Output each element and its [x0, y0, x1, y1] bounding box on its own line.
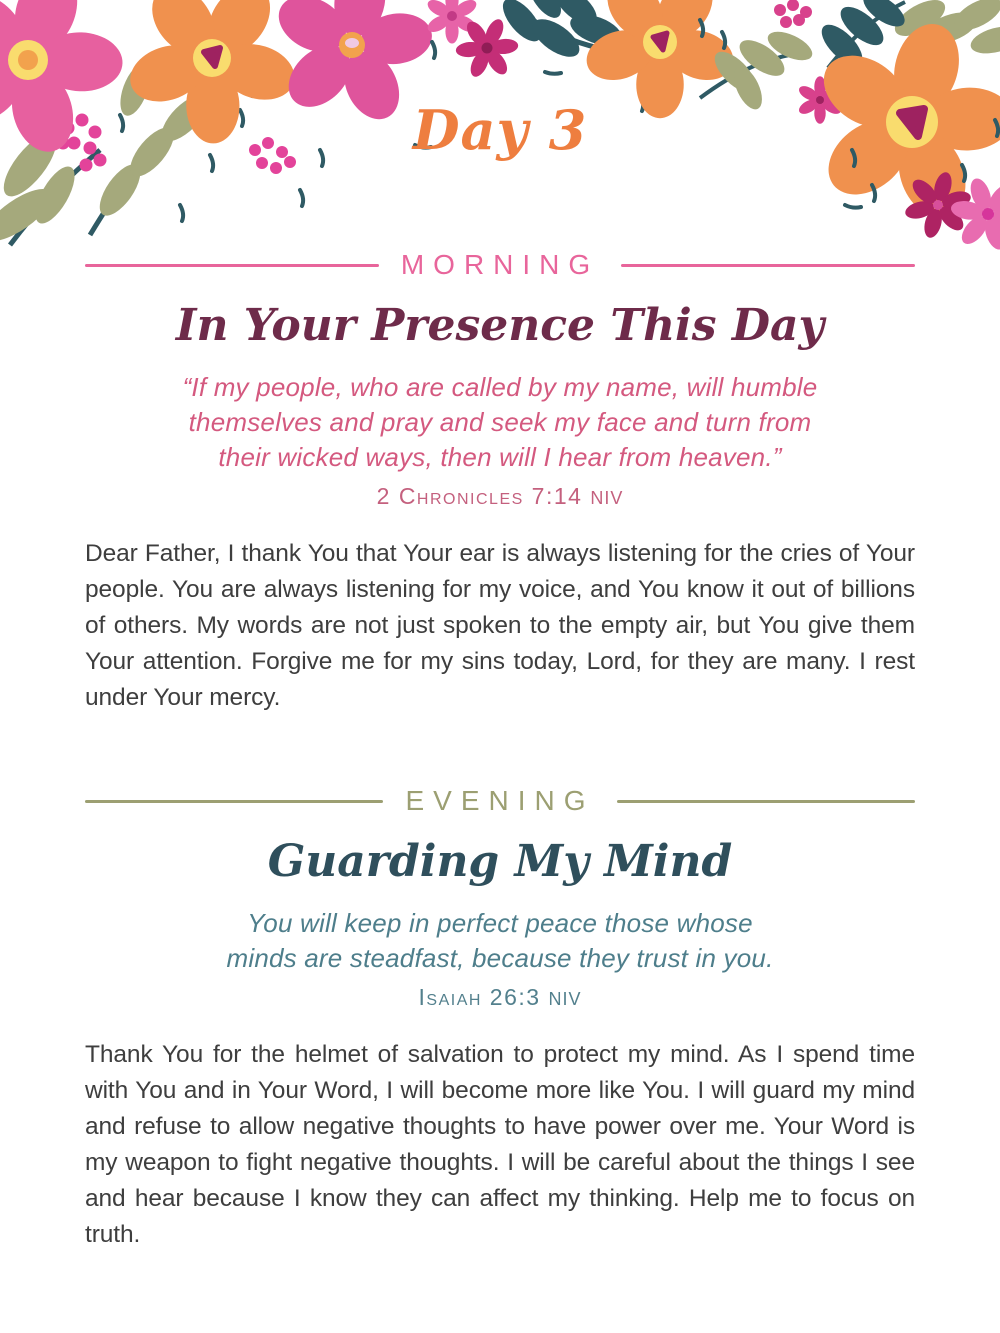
evening-scripture: You will keep in perfect peace those whose minds are steadfast, because they trust in you.: [226, 908, 774, 973]
evening-title: Guarding My Mind: [267, 836, 733, 887]
left-rule: [85, 800, 383, 803]
evening-section-label: EVENING: [405, 785, 595, 816]
berry-cluster-icon: [774, 0, 812, 28]
left-rule: [85, 264, 379, 267]
right-rule: [621, 264, 915, 267]
right-rule: [617, 800, 915, 803]
page-content: [0, 250, 1000, 1253]
morning-section-header: [85, 250, 915, 280]
evening-section-header: [85, 786, 915, 816]
evening-prayer-text: Thank You for the helmet of salvation to protect my mind. As I spend time with You and in Your Word, I will become more like You. I will guard my mind and refuse to allow negative thoughts to have power over me. Your Word is my weapon to fight negative thoughts. I will be careful about the things I see and hear because I know they can affect my thinking. Help me to focus on truth.: [85, 1041, 915, 1248]
reference-text: Isaiah 26:3: [418, 984, 541, 1010]
morning-scripture-reference: [85, 483, 915, 510]
reference-text: 2 Chronicles 7:14: [376, 483, 583, 509]
page-header: [0, 0, 1000, 250]
morning-prayer-text: Dear Father, I thank You that Your ear is always listening for the cries of Your people. You are always listening for my voice, and You know it out of billions of others. My words are not just spoken to the empty air, but You give them Your attention. Forgive me for my sins today, Lord, for they are many. I rest under Your mercy.: [85, 540, 915, 711]
morning-scripture: “If my people, who are called by my name, will humble themselves and pray and seek my face and turn from their wicked ways, then will I hear from heaven.”: [182, 372, 818, 472]
evening-section: [85, 786, 915, 1253]
morning-section: [85, 250, 915, 716]
morning-title: In Your Presence This Day: [175, 300, 825, 351]
bible-version: NIV: [590, 488, 624, 508]
evening-scripture-reference: [85, 984, 915, 1011]
day-label: Day 3: [412, 98, 588, 162]
morning-section-label: MORNING: [400, 249, 600, 280]
bible-version: NIV: [548, 989, 582, 1009]
